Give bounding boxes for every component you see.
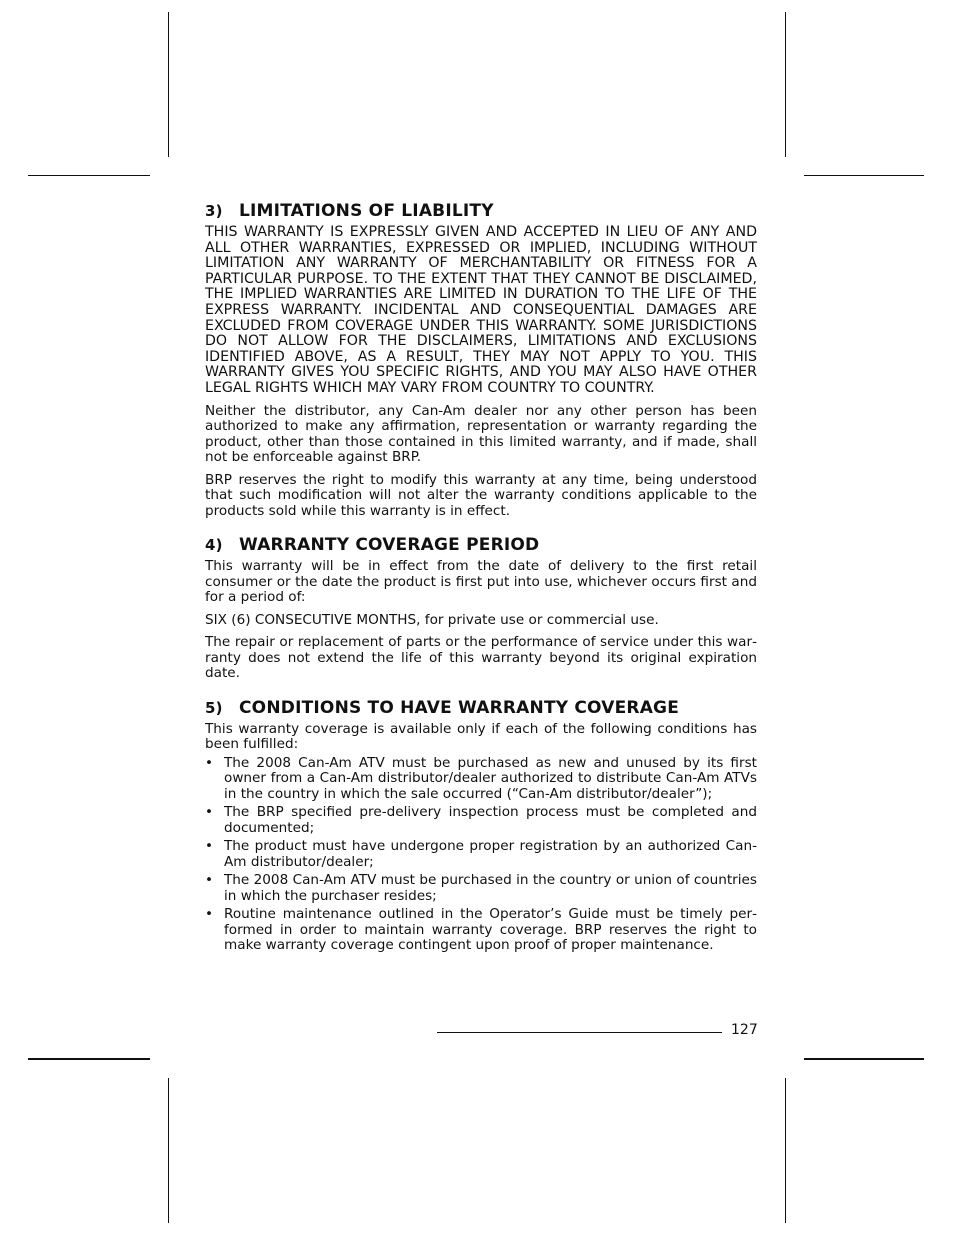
section-3-paragraph-3: BRP reserves the right to modify this warranty at any time, being understood that such modification will not alter the warranty conditions applicable to the products sold while this warranty is in effect.: [205, 471, 757, 519]
crop-mark-bottom-left-horizontal: [28, 1058, 150, 1060]
section-4-paragraph-2: SIX (6) CONSECUTIVE MONTHS, for private use or commercial use.: [205, 611, 659, 628]
list-item-text: The BRP specified pre-delivery inspection process must be completed and documented;: [224, 804, 757, 836]
section-4-title: WARRANTY COVERAGE PERIOD: [239, 535, 540, 556]
list-item-text: The 2008 Can-Am ATV must be purchased as new and unused by its first owner from a Can-Am distributor/dealer authorized to distribute Can-Am ATVs in the country in which the sale occurred (“Can-Am distributor/dealer”);: [224, 754, 757, 802]
page-content: [205, 200, 757, 957]
crop-mark-bottom-right-horizontal: [804, 1058, 924, 1060]
list-item-text: The product must have undergone proper registration by an authorized Can-Am distributor/dealer;: [224, 838, 757, 870]
section-3-number: 3): [205, 202, 223, 220]
bullet-icon: •: [205, 804, 214, 821]
crop-mark-top-left-vertical: [168, 12, 169, 157]
bullet-icon: •: [205, 754, 214, 771]
crop-mark-top-right-vertical: [785, 12, 786, 157]
section-5-number: 5): [205, 698, 223, 717]
list-item-text: The 2008 Can-Am ATV must be purchased in the country or union of countries in which the purchaser resides;: [224, 872, 757, 904]
section-5-heading: [205, 697, 757, 719]
section-3-paragraph-2: Neither the distributor, any Can-Am dealer nor any other person has been authorized to make any affirmation, representation or warranty regarding the product, other than those contained in this limited warranty, and if made, shall not be enforceable against BRP.: [205, 402, 757, 466]
section-3-title: LIMITATIONS OF LIABILITY: [239, 201, 494, 221]
section-4-paragraph-3: The repair or replacement of parts or the performance of service under this warranty does not extend the life of this warranty beyond its original expiration date.: [205, 634, 757, 682]
section-5-conditions-list: [205, 756, 757, 954]
list-item: [205, 907, 757, 954]
crop-mark-top-left-horizontal: [28, 175, 150, 176]
section-5-intro-only: only: [456, 720, 486, 737]
section-5-intro-part-b: if: [485, 720, 506, 737]
list-item-text: Routine maintenance outlined in the Operator’s Guide must be timely performed in order to maintain warranty coverage. BRP reserves the right to make warranty coverage contingent upon proof of proper maintenance.: [224, 906, 757, 954]
list-item: [205, 873, 757, 904]
crop-mark-top-right-horizontal: [804, 175, 924, 176]
bullet-icon: •: [205, 872, 214, 889]
section-3-disclaimer-paragraph: THIS WARRANTY IS EXPRESSLY GIVEN AND ACCEPTED IN LIEU OF ANY AND ALL OTHER WARRANTIES, EXPRESSED OR IMPLIED, INCLUDING WITHOUT LIMITATION ANY WARRANTY OF MERCHANTABILITY OR FITNESS FOR A PARTICULAR PURPOSE. TO THE EXTENT THAT THEY CANNOT BE DISCLAIMED, THE IMPLIED WARRANTIES ARE LIMITED IN DURATION TO THE LIFE OF THE EXPRESS WARRANTY. INCIDENTAL AND CONSEQUENTIAL DAMAGES ARE EXCLUDED FROM COVERAGE UNDER THIS WARRANTY. SOME JURISDICTIONS DO NOT ALLOW FOR THE DISCLAIMERS, LIMITATIONS AND EXCLUSIONS IDENTIFIED ABOVE, AS A RESULT, THEY MAY NOT APPLY TO YOU. THIS WARRANTY GIVES YOU SPECIFIC RIGHTS, AND YOU MAY ALSO HAVE OTHER LEGAL RIGHTS WHICH MAY VARY FROM COUNTRY TO COUNTRY.: [205, 224, 757, 396]
section-4-number: 4): [205, 536, 223, 555]
bullet-icon: •: [205, 838, 214, 855]
section-5-intro-part-a: This warranty coverage is available: [205, 720, 457, 737]
bullet-icon: •: [205, 906, 214, 923]
section-5-intro-each: each: [505, 720, 539, 737]
footer-rule: [437, 1032, 722, 1033]
section-5-title: CONDITIONS TO HAVE WARRANTY COVERAGE: [239, 697, 680, 718]
section-4-heading: [205, 534, 757, 556]
crop-mark-bottom-left-vertical: [168, 1078, 169, 1223]
list-item: [205, 805, 757, 836]
section-4-paragraph-1: This warranty will be in effect from the date of delivery to the first retail consumer or the date the product is first put into use, whichever occurs first and for a period of:: [205, 558, 757, 606]
section-3-heading: [205, 200, 757, 222]
list-item: [205, 756, 757, 803]
section-5-intro: [205, 722, 757, 753]
crop-mark-bottom-right-vertical: [785, 1078, 786, 1223]
page-number: 127: [731, 1022, 758, 1038]
list-item: [205, 839, 757, 870]
section-5-intro-part-c: of the following conditions has been fulfilled:: [205, 720, 757, 753]
